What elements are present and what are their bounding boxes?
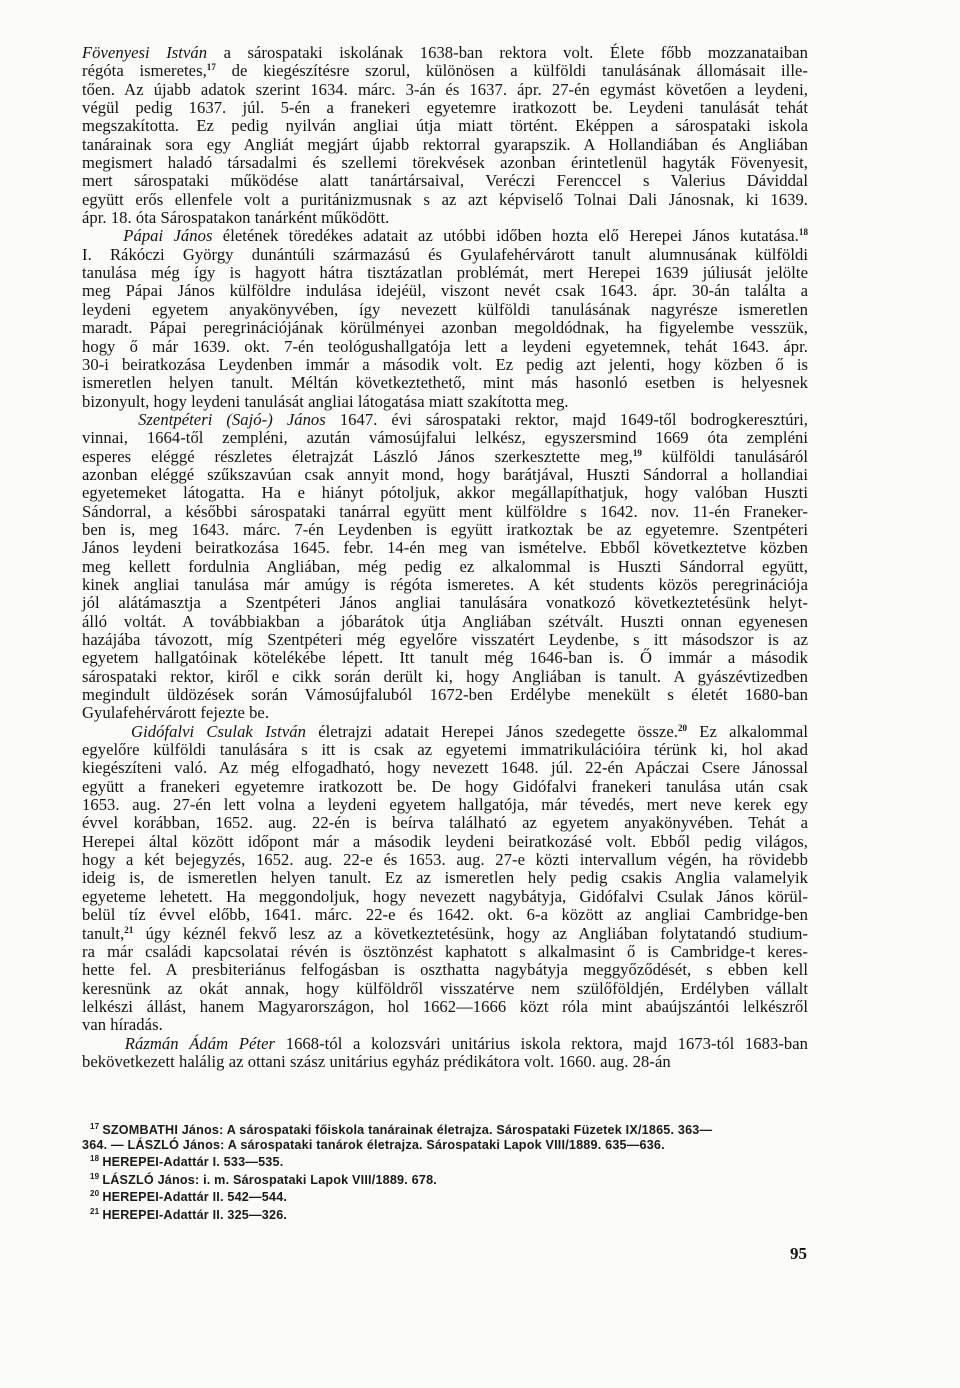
- text-run: egyetem hallgatóinak kötelékébe lépett. Itt tanult még 1646-ban is. Ő immár a második: [82, 648, 808, 668]
- text-line: [82, 906, 808, 924]
- footnote-text: LÁSZLÓ János: i. m. Sárospataki Lapok VIII/1889. 678.: [102, 1172, 437, 1187]
- text-run: tanult,: [82, 923, 125, 943]
- text-line: [82, 319, 808, 337]
- text-line: [82, 943, 808, 961]
- text-run: 30-i beiratkozása Leydenben immár a második volt. Ez pedig azt jelenti, hogy közben ő is: [82, 354, 808, 374]
- text-run: I. Rákóczi György dunántúli származású és Gyulafehérvárott tanult alumnusának külföldi: [82, 244, 808, 264]
- footnote-number: 17: [90, 1122, 100, 1131]
- text-run: megindult üldözések során Vámosújfaluból 1672-ben Erdélybe menekült s életét 1680-ban: [82, 685, 808, 705]
- text-line: [82, 796, 808, 814]
- text-run: egyelőre külföldi tanulására s itt is csak az egyetemi immatrikulációira térünk ki, hol akad: [82, 740, 808, 760]
- paragraph: [82, 411, 808, 723]
- text-line: [82, 649, 808, 667]
- text-line: [82, 759, 808, 777]
- text-run: [82, 722, 131, 741]
- text-line: [82, 521, 808, 539]
- text-run: együtt erős ellenfele volt a puritánizmusnak s az azt képviselő Tolnai Dali Jánosnak, ki 1639.: [82, 189, 808, 209]
- text-run: évvel korábban, 1652. aug. 22-én is beírva található az egyetem anyakönyvében. Tehát a: [82, 813, 808, 833]
- text-line: [82, 961, 808, 979]
- text-run: kinek angliai tanulása már amúgy is régóta ismeretes. A két students közös peregrinációja: [82, 574, 808, 594]
- text-line: [82, 998, 808, 1016]
- text-line: [82, 136, 808, 154]
- text-run: ideig is, de ismeretlen helyen tanult. Ez az ismeretlen hely pedig csakis Anglia valamelyik: [82, 868, 808, 888]
- text-run: tanulása még így is hagyott hátra tisztázatlan problémát, mert Herepei 1639 júliusát jelölte: [82, 263, 808, 283]
- text-line: [82, 117, 808, 135]
- text-line: [82, 282, 808, 300]
- footnote: [82, 1205, 812, 1223]
- text-run: régóta ismeretes,: [82, 61, 207, 81]
- footnote-number: 18: [90, 1154, 100, 1164]
- text-run: 1668-tól a kolozsvári unitárius iskola rektora, majd 1673-tól 1683-ban: [275, 1033, 809, 1053]
- paragraph: [82, 44, 808, 227]
- text-line: [82, 264, 808, 282]
- text-run: Sándorral, a későbbi sárospataki tanárral együtt ment külföldre s 1642. nov. 11-én Franeker-: [82, 501, 808, 521]
- footnote: [82, 1138, 812, 1153]
- footnote-text: HEREPEI-Adattár II. 542—544.: [102, 1190, 288, 1205]
- text-line: [82, 980, 808, 998]
- page-number: 95: [790, 1244, 807, 1263]
- text-line: [82, 484, 808, 502]
- text-run: egyetemeket látogatta. Ha e hiányt pótoljuk, akkor megállapíthatjuk, hogy valóban Huszti: [82, 483, 808, 503]
- text-run: ra már családi kapcsolatai révén is ösztönzést kaphatott s alkalmasint ő is Cambridge-t keres-: [82, 941, 808, 961]
- footnote-text: SZOMBATHI János: A sárospataki főiskola tanárainak életrajza. Sárospataki Füzetek IX/1865. 363—: [102, 1123, 713, 1137]
- text-line: [82, 723, 808, 741]
- footnote: [82, 1120, 812, 1138]
- text-line: [82, 558, 808, 576]
- text-line: [82, 778, 808, 796]
- text-line: [82, 1035, 808, 1053]
- text-run: kiegészíteni való. Az még elfogadható, hogy nevezett 1648. júl. 22-én Apáczai Csere Jánossal: [82, 758, 808, 778]
- paragraph: [82, 1035, 808, 1072]
- text-line: [82, 888, 808, 906]
- text-line: [82, 374, 808, 392]
- footnote-ref: 19: [632, 447, 642, 458]
- text-line: [82, 668, 808, 686]
- text-run: álló voltát. A továbbiakban a jóbarátok útja Angliában szétvált. Huszti onnan egyenesen: [82, 611, 808, 631]
- footnote-text: HEREPEI-Adattár I. 533—535.: [102, 1155, 284, 1170]
- text-run: ápr. 18. óta Sárospatakon tanárként működött.: [82, 208, 390, 228]
- text-line: [82, 246, 808, 264]
- text-run: maradt. Pápai peregrinációjának körülményei azonban megoldódnak, ha figyelembe vesszük,: [82, 318, 808, 338]
- text-run: lelkészi állást, hanem Magyarországon, hol 1662—1666 közt róla mint abaújszántói lelkészről: [82, 996, 808, 1016]
- text-run: mert sárospataki működése alatt tanártársaival, Veréczi Ferenccel s Valerius Dáviddal: [82, 171, 808, 191]
- text-line: [82, 576, 808, 594]
- text-run: életrajzi adatait Herepei János szedegette össze.: [305, 721, 678, 741]
- text-run: jól alátámasztja a Szentpéteri János angliai tanulására vonatkozó következtetésünk helyt-: [82, 593, 808, 613]
- text-line: [82, 227, 808, 245]
- text-run: esperes eléggé részletes életrajzát László János szerkesztette meg,: [82, 446, 633, 466]
- text-run: tanárainak sora egy Angliát megjárt újabb rektorral gyarapszik. A Hollandiában és Angliában: [82, 134, 808, 154]
- text-line: [82, 44, 808, 62]
- text-line: [82, 191, 808, 209]
- text-run: ismeretlen helyen tanult. Méltán következtethető, mint más hasonló esetben is helyesnek: [82, 373, 808, 393]
- text-line: [82, 869, 808, 887]
- text-line: [82, 631, 808, 649]
- text-run: a sárospataki iskolának 1638-ban rektora volt. Élete főbb mozzanataiban: [207, 43, 808, 62]
- footnote-text: 364. — LÁSZLÓ János: A sárospataki tanárok életrajza. Sárospataki Lapok VIII/1889. 635—636.: [82, 1137, 665, 1152]
- paragraph: [82, 227, 808, 410]
- person-name: Gidófalvi Csulak István: [131, 721, 306, 741]
- text-line: [82, 99, 808, 117]
- text-run: belül tíz évvel előbb, 1641. márc. 22-e és 1642. okt. 6-a között az angliai Cambridge-ben: [82, 905, 808, 925]
- text-run: [82, 226, 123, 245]
- text-line: [82, 172, 808, 190]
- text-run: meg Pápai János külföldre indulása idejéül, viszont nevét csak 1643. ápr. 30-án találta a: [82, 281, 808, 301]
- text-run: de kiegészítésre szorul, különösen a külföldi tanulásának állomásait ille-: [215, 61, 808, 81]
- text-line: [82, 704, 808, 722]
- text-run: 1653. aug. 27-én lett volna a leydeni egyetem hallgatója, már tévedés, mert neve kerek egy: [82, 795, 808, 815]
- body-text: [82, 44, 808, 1071]
- text-line: [82, 833, 808, 851]
- text-run: külföldi tanulásáról: [641, 446, 808, 466]
- person-name: Fövenyesi István: [82, 43, 208, 62]
- text-line: [82, 81, 808, 99]
- text-run: Gyulafehérvárott fejezte be.: [82, 703, 270, 723]
- footnote-number: 21: [90, 1206, 100, 1216]
- paragraph: [82, 723, 808, 1035]
- text-line: [82, 62, 808, 80]
- text-line: [82, 429, 808, 447]
- text-line: [82, 925, 808, 943]
- text-line: [82, 594, 808, 612]
- text-line: [82, 613, 808, 631]
- text-line: [82, 851, 808, 869]
- text-run: együtt a franekeri egyetemre iratkozott be. De hogy Gidófalvi franekeri tanulása után csak: [82, 776, 808, 796]
- text-run: hogy ő már 1639. okt. 7-én teológushallgatója lett a leydeni egyetemnek, tehát 1643. ápr.: [82, 336, 808, 356]
- footnote-ref: 21: [124, 924, 134, 935]
- text-run: hette fel. A presbiteriánus felfogásban is oszthatta nagybátyja meggyőződését, s ebben kell: [82, 960, 808, 980]
- text-run: Ez alkalommal: [687, 721, 808, 741]
- text-run: 1647. évi sárospataki rektor, majd 1649-től bodrogkeresztúri,: [325, 409, 809, 429]
- text-line: [82, 393, 808, 411]
- text-run: ben is, meg 1643. márc. 7-én Leydenben is együtt iratkoztak be az egyetemre. Szentpéteri: [82, 519, 808, 539]
- text-line: [82, 466, 808, 484]
- footnote: [82, 1187, 812, 1205]
- text-run: megismert haladó társadalmi és szellemi törekvések azonban érintetlenül hagyták Fövenyesit,: [82, 153, 808, 173]
- text-line: [82, 539, 808, 557]
- text-line: [82, 301, 808, 319]
- person-name: Pápai János: [123, 226, 213, 246]
- footnote-ref: 18: [798, 227, 808, 238]
- text-run: Herepei által között időpont már a második leydeni beiratkozásé volt. Ebből pedig világos,: [82, 831, 808, 851]
- text-run: [82, 1034, 125, 1053]
- text-line: [82, 1053, 808, 1071]
- text-run: leydeni egyetem anyakönyvében, így nevezett külföldi tanulásának nagyrésze ismeretlen: [82, 299, 808, 319]
- text-run: [82, 410, 138, 429]
- text-run: hogy a két bejegyzés, 1652. aug. 22-e és 1653. aug. 27-e közti intervallum végén, ha rövidebb: [82, 850, 808, 870]
- text-line: [82, 741, 808, 759]
- text-run: bekövetkezett halálig az ottani szász unitárius egyház prédikátora volt. 1660. aug. 28-án: [82, 1051, 671, 1071]
- footnote: [82, 1170, 812, 1188]
- text-run: hazájába távozott, míg Szentpéteri még egyelőre visszatért Leydenbe, s itt másodszor is az: [82, 630, 808, 649]
- text-run: sárospataki rektor, kiről e cikk során derült ki, hogy Angliában is tanult. A gyászévtizedben: [82, 666, 808, 686]
- text-line: [82, 209, 808, 227]
- text-run: úgy kéznél fekvő lesz az a következtetésünk, hogy az Angliában folytatandó studium-: [133, 923, 808, 943]
- text-run: keresnünk az okát annak, hogy külföldről visszatérve nem szülőföldjén, Erdélyben vállalt: [82, 978, 808, 998]
- text-run: azonban eléggé szűkszavúan csak annyit mond, hogy barátjával, Huszti Sándorral a hollandiai: [82, 464, 808, 484]
- text-line: [82, 686, 808, 704]
- text-run: meg kellett fordulnia Angliában, még pedig ez alkalommal is Huszti Sándorral együtt,: [82, 556, 808, 576]
- footnote-text: HEREPEI-Adattár II. 325—326.: [102, 1207, 288, 1222]
- footnote-number: 19: [90, 1171, 100, 1181]
- text-run: bizonyult, hogy leydeni tanulását angliai látogatása miatt szakította meg.: [82, 391, 569, 411]
- text-line: [82, 503, 808, 521]
- text-run: életének töredékes adatait az utóbbi időben hozta elő Herepei János kutatása.: [212, 226, 799, 246]
- person-name: Szentpéteri (Sajó-) János: [138, 409, 326, 429]
- text-run: tően. Az újabb adatok szerint 1634. márc. 3-án és 1637. ápr. 27-én egymást követően a leydeni,: [82, 79, 808, 99]
- text-line: [82, 356, 808, 374]
- text-run: végül pedig 1637. júl. 5-én a franekeri egyetemre iratkozott be. Leydeni tanulását tehát: [82, 98, 808, 118]
- footnote-ref: 17: [206, 62, 216, 73]
- person-name: Rázmán Ádám Péter: [124, 1033, 276, 1053]
- text-run: vinnai, 1664-től zempléni, azután vámosújfalui lelkész, egyszersmind 1669 óta zempléni: [82, 428, 808, 448]
- footnote-number: 20: [90, 1189, 100, 1199]
- text-run: egyeteme lehetett. Ha meggondoljuk, hogy nevezett nagybátyja, Gidófalvi Csulak János körül-: [82, 886, 808, 906]
- footnotes: [82, 1120, 812, 1223]
- text-line: [82, 1016, 808, 1034]
- text-line: [82, 814, 808, 832]
- text-run: János leydeni beiratkozása 1645. febr. 14-én meg van ismételve. Ebből következtetve közben: [82, 538, 808, 558]
- footnote: [82, 1152, 812, 1170]
- text-run: megszakította. Ez pedig nyilván angliai útja miatt történt. Eképpen a sárospataki iskola: [82, 116, 808, 136]
- text-line: [82, 338, 808, 356]
- text-line: [82, 411, 808, 429]
- text-line: [82, 154, 808, 172]
- text-run: van híradás.: [82, 1015, 163, 1035]
- text-line: [82, 448, 808, 466]
- footnote-ref: 20: [677, 722, 688, 733]
